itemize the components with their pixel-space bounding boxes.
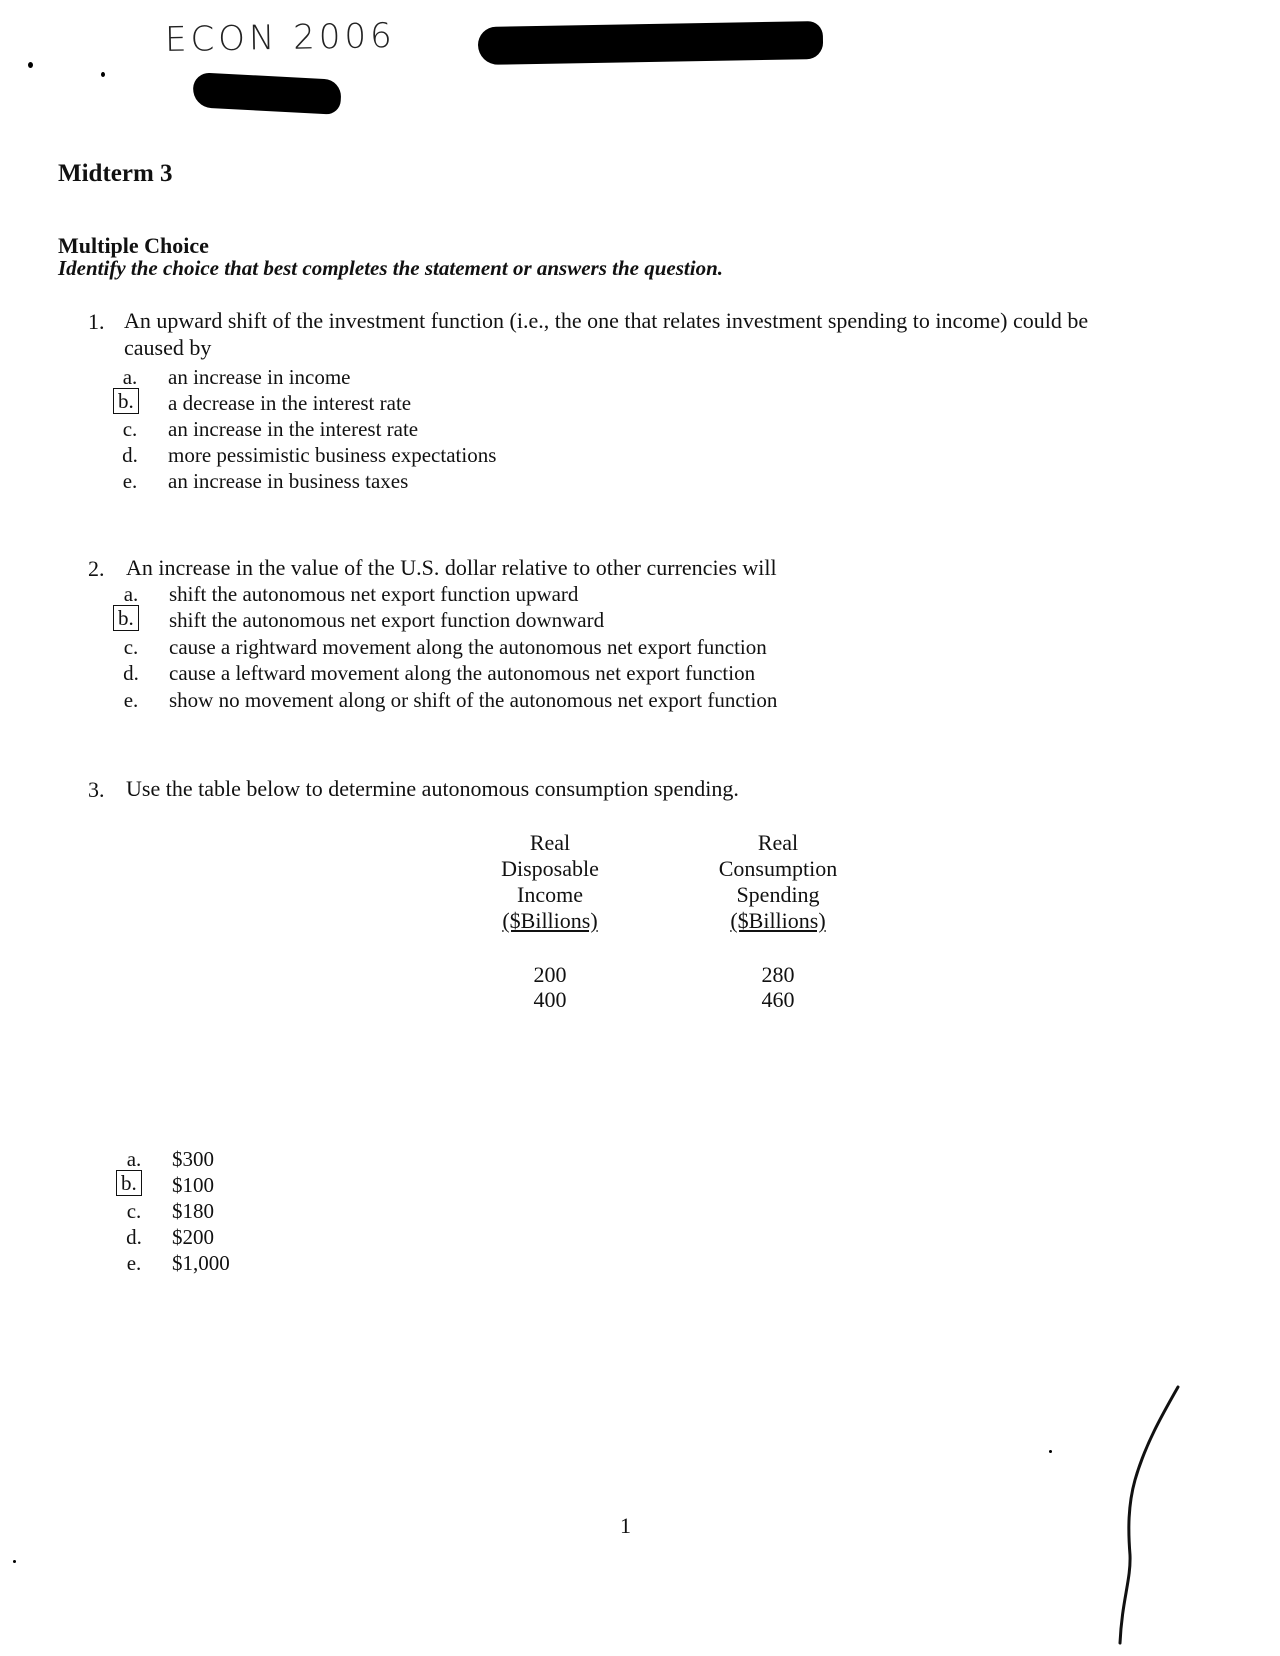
table-header-line: Income — [517, 882, 583, 907]
table-header-line: ($Billions) — [502, 908, 598, 933]
table-cell: 280 — [761, 962, 795, 987]
option-letter: a. — [123, 582, 139, 606]
option-letter: c. — [123, 635, 139, 659]
table-cell: 460 — [761, 987, 795, 1012]
option-letter: c. — [126, 1199, 142, 1223]
table-header-line: Real — [529, 830, 571, 855]
table-header-consumption — [693, 830, 863, 934]
scan-speck — [13, 1560, 16, 1563]
redaction-mark — [478, 21, 824, 65]
table-header-line: Consumption — [718, 856, 838, 881]
question-text: An increase in the value of the U.S. dollar relative to other currencies will — [126, 555, 777, 580]
table-cell: 400 — [533, 987, 567, 1012]
option-letter: b. — [116, 1170, 142, 1196]
option-text: shift the autonomous net export function downward — [169, 608, 605, 632]
option-text: $1,000 — [172, 1251, 230, 1275]
option-text: an increase in business taxes — [168, 469, 409, 493]
table-header-line: Spending — [736, 882, 820, 907]
question-text-line: An upward shift of the investment function (i.e., the one that relates investment spending to income) could be — [124, 308, 1089, 333]
section-title: Multiple Choice — [58, 233, 209, 258]
page-number: 1 — [620, 1513, 631, 1538]
option-letter: e. — [126, 1251, 142, 1275]
option-text: $300 — [172, 1147, 214, 1171]
option-text: more pessimistic business expectations — [168, 443, 497, 467]
table-cell: 200 — [533, 962, 567, 987]
option-text: shift the autonomous net export function upward — [169, 582, 579, 606]
selected-answer-box — [113, 608, 139, 630]
handwritten-course-label: ECON 2006 — [164, 15, 397, 61]
option-text: $180 — [172, 1199, 214, 1223]
option-letter: d. — [123, 661, 139, 685]
option-text: a decrease in the interest rate — [168, 391, 412, 415]
table-column-income — [470, 962, 630, 1012]
instructions: Identify the choice that best completes the statement or answers the question. — [58, 256, 723, 280]
table-header-line: Real — [757, 830, 799, 855]
table-column-consumption — [693, 962, 863, 1012]
option-letter: e. — [123, 688, 139, 712]
option-text: an increase in income — [168, 365, 351, 389]
scan-edge-mark — [1100, 1385, 1180, 1645]
question-text: Use the table below to determine autonomous consumption spending. — [126, 776, 739, 801]
table-header-income — [470, 830, 630, 934]
scan-speck — [101, 72, 105, 77]
table-header-line: ($Billions) — [730, 908, 826, 933]
question-number: 1. — [88, 309, 105, 334]
option-letter: a. — [122, 365, 138, 389]
option-letter: d. — [126, 1225, 142, 1249]
option-text: cause a rightward movement along the autonomous net export function — [169, 635, 767, 659]
table-header-line: Disposable — [501, 856, 599, 881]
selected-answer-box — [113, 391, 139, 413]
question-text — [124, 307, 1244, 361]
option-text: $100 — [172, 1173, 214, 1197]
option-text: $200 — [172, 1225, 214, 1249]
redaction-mark — [192, 72, 342, 115]
option-text: show no movement along or shift of the autonomous net export function — [169, 688, 778, 712]
question-text-line: caused by — [124, 335, 212, 360]
scan-speck — [28, 62, 33, 68]
question-number: 2. — [88, 556, 105, 581]
option-text: cause a leftward movement along the autonomous net export function — [169, 661, 756, 685]
scan-speck — [1049, 1450, 1052, 1453]
option-letter: d. — [122, 443, 138, 467]
selected-answer-box — [116, 1173, 142, 1195]
page-title: Midterm 3 — [58, 160, 173, 187]
option-letter: a. — [126, 1147, 142, 1171]
option-text: an increase in the interest rate — [168, 417, 419, 441]
option-letter: b. — [113, 388, 139, 414]
option-letter: c. — [122, 417, 138, 441]
question-number: 3. — [88, 777, 105, 802]
option-letter: b. — [113, 605, 139, 631]
option-letter: e. — [122, 469, 138, 493]
